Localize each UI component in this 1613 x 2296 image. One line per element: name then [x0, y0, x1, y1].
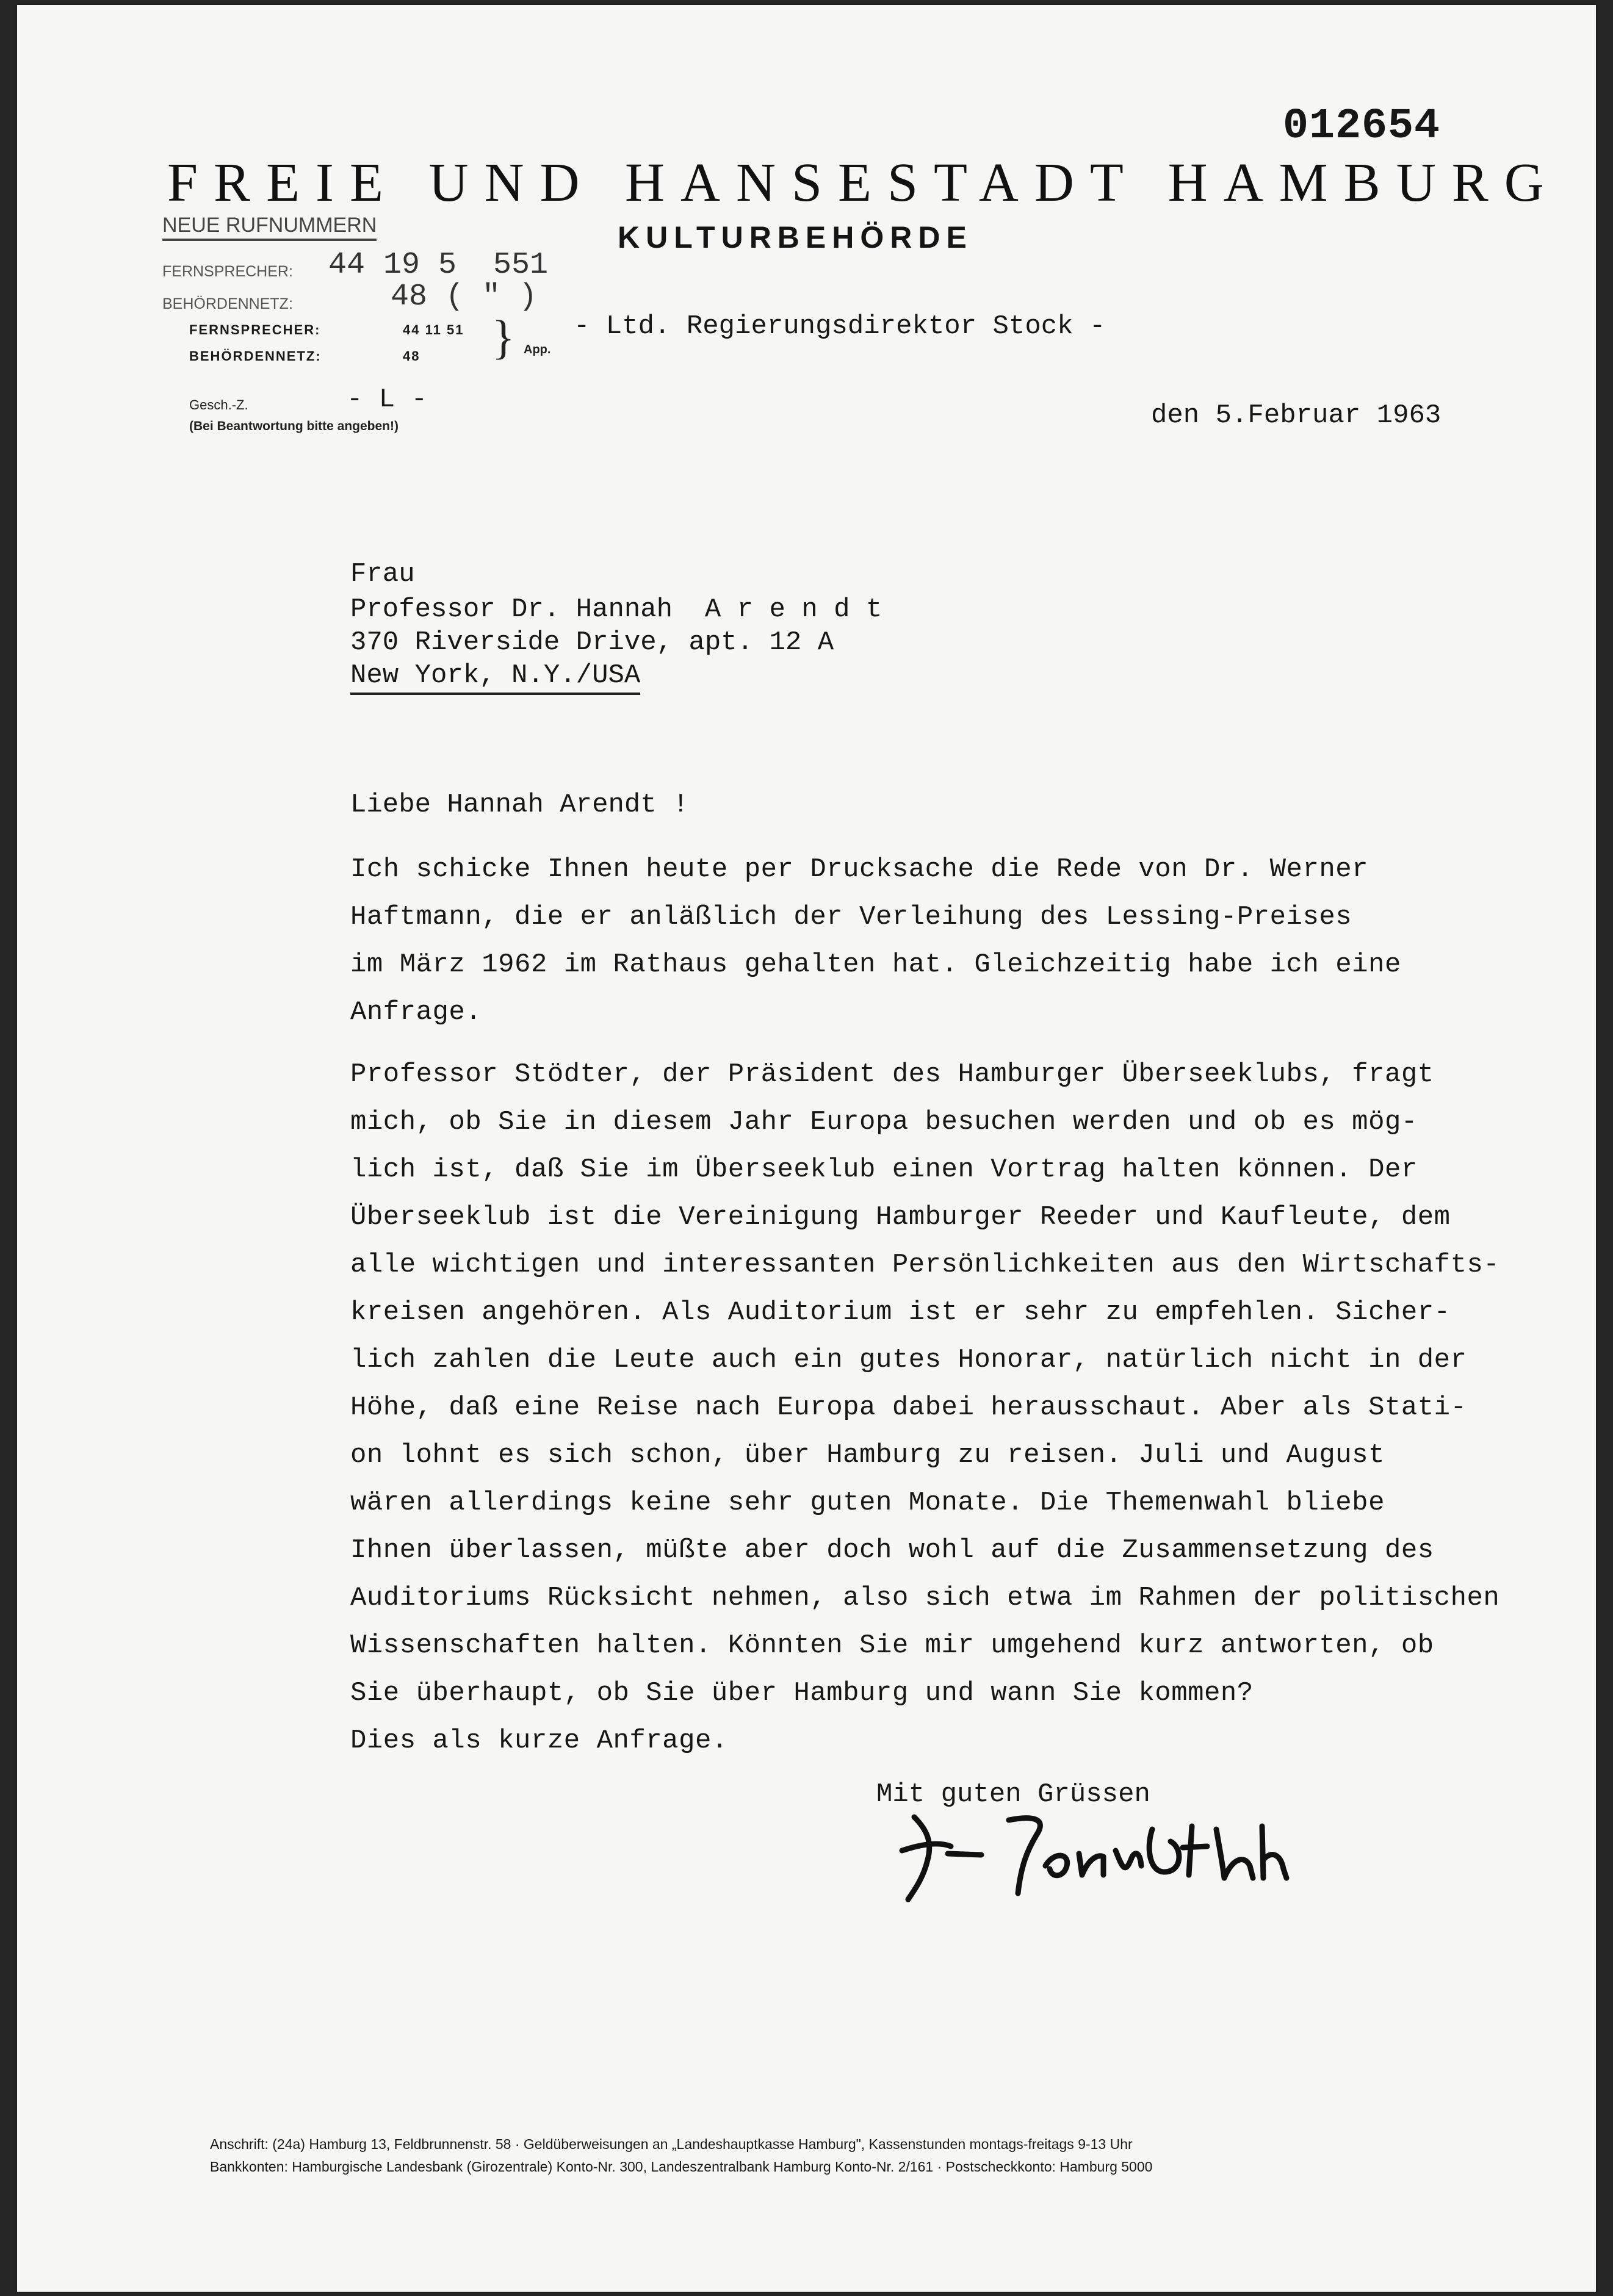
body-line: Überseeklub ist die Vereinigung Hamburger Reeder und Kaufleute, dem [350, 1202, 1451, 1233]
body-line: Dies als kurze Anfrage. [350, 1726, 728, 1756]
body-line: Haftmann, die er anläßlich der Verleihung des Lessing-Preises [350, 902, 1352, 932]
body-line: alle wichtigen und interessanten Persönlichkeiten aus den Wirtschafts- [350, 1250, 1500, 1280]
footer-bank: Bankkonten: Hamburgische Landesbank (Girozentrale) Konto-Nr. 300, Landeszentralbank Hamburg Konto-Nr. 2/161 · Postscheckkonto: Hamburg 5000 [210, 2159, 1153, 2175]
reference-hint: (Bei Beantwortung bitte angeben!) [189, 419, 399, 433]
reference-value: - L - [347, 384, 428, 415]
recipient-city: New York, N.Y./USA [350, 660, 640, 695]
signature [890, 1793, 1317, 1909]
sender-line: - Ltd. Regierungsdirektor Stock - [574, 311, 1106, 342]
body-line: kreisen angehören. Als Auditorium ist er sehr zu empfehlen. Sicher- [350, 1297, 1451, 1328]
phone-value: 44 19 5 551 [328, 248, 549, 283]
letter-page [17, 5, 1596, 2292]
body-line: Auditoriums Rücksicht nehmen, also sich etwa im Rahmen der politischen [350, 1583, 1500, 1613]
network-value: 48 ( " ) [391, 279, 538, 314]
footer-address: Anschrift: (24a) Hamburg 13, Feldbrunnenstr. 58 · Geldüberweisungen an „Landeshauptkasse Hamburg", Kassenstunden montags-freitags 9-13 Uhr [210, 2136, 1133, 2152]
old-network-label: BEHÖRDENNETZ: [189, 348, 322, 364]
body-line: Ich schicke Ihnen heute per Drucksache die Rede von Dr. Werner [350, 854, 1369, 885]
body-line: lich zahlen die Leute auch ein gutes Honorar, natürlich nicht in der [350, 1345, 1467, 1375]
body-line: lich ist, daß Sie im Überseeklub einen Vortrag halten können. Der [350, 1154, 1418, 1185]
recipient-salutation: Frau [350, 559, 415, 589]
greeting: Liebe Hannah Arendt ! [350, 790, 689, 820]
network-label: BEHÖRDENNETZ: [162, 295, 293, 312]
document-number: 012654 [1283, 103, 1441, 151]
reference-label: Gesch.-Z. [189, 397, 248, 412]
body-line: Professor Stödter, der Präsident des Hamburger Überseeklubs, fragt [350, 1059, 1434, 1090]
closing: Mit guten Grüssen [876, 1779, 1150, 1810]
new-numbers-label: NEUE RUFNUMMERN [162, 214, 377, 241]
letterhead-subtitle: KULTURBEHÖRDE [618, 220, 973, 254]
phone-label: FERNSPRECHER: [162, 263, 293, 280]
old-phone-label: FERNSPRECHER: [189, 322, 321, 337]
body-line: mich, ob Sie in diesem Jahr Europa besuchen werden und ob es mög- [350, 1107, 1418, 1137]
old-network-value: 48 [403, 348, 420, 364]
letterhead-title: FREIE UND HANSESTADT HAMBURG [167, 153, 1560, 213]
body-line: wären allerdings keine sehr guten Monate. Die Themenwahl bliebe [350, 1488, 1385, 1518]
body-line: Sie überhaupt, ob Sie über Hamburg und wann Sie kommen? [350, 1678, 1254, 1708]
body-line: Höhe, daß eine Reise nach Europa dabei herausschaut. Aber als Stati- [350, 1392, 1467, 1423]
body-line: Anfrage. [350, 997, 482, 1027]
letter-date: den 5.Februar 1963 [1151, 400, 1442, 431]
app-label: App. [524, 343, 551, 356]
body-line: on lohnt es sich schon, über Hamburg zu reisen. Juli und August [350, 1440, 1385, 1470]
body-line: Wissenschaften halten. Könnten Sie mir umgehend kurz antworten, ob [350, 1630, 1434, 1661]
body-line: Ihnen überlassen, müßte aber doch wohl auf die Zusammensetzung des [350, 1535, 1434, 1566]
body-line: im März 1962 im Rathaus gehalten hat. Gleichzeitig habe ich eine [350, 949, 1401, 980]
recipient-street: 370 Riverside Drive, apt. 12 A [350, 627, 834, 658]
brace-symbol: } [492, 311, 515, 364]
recipient-name: Professor Dr. Hannah A r e n d t [350, 594, 882, 625]
old-phone-value: 44 11 51 [403, 322, 464, 337]
